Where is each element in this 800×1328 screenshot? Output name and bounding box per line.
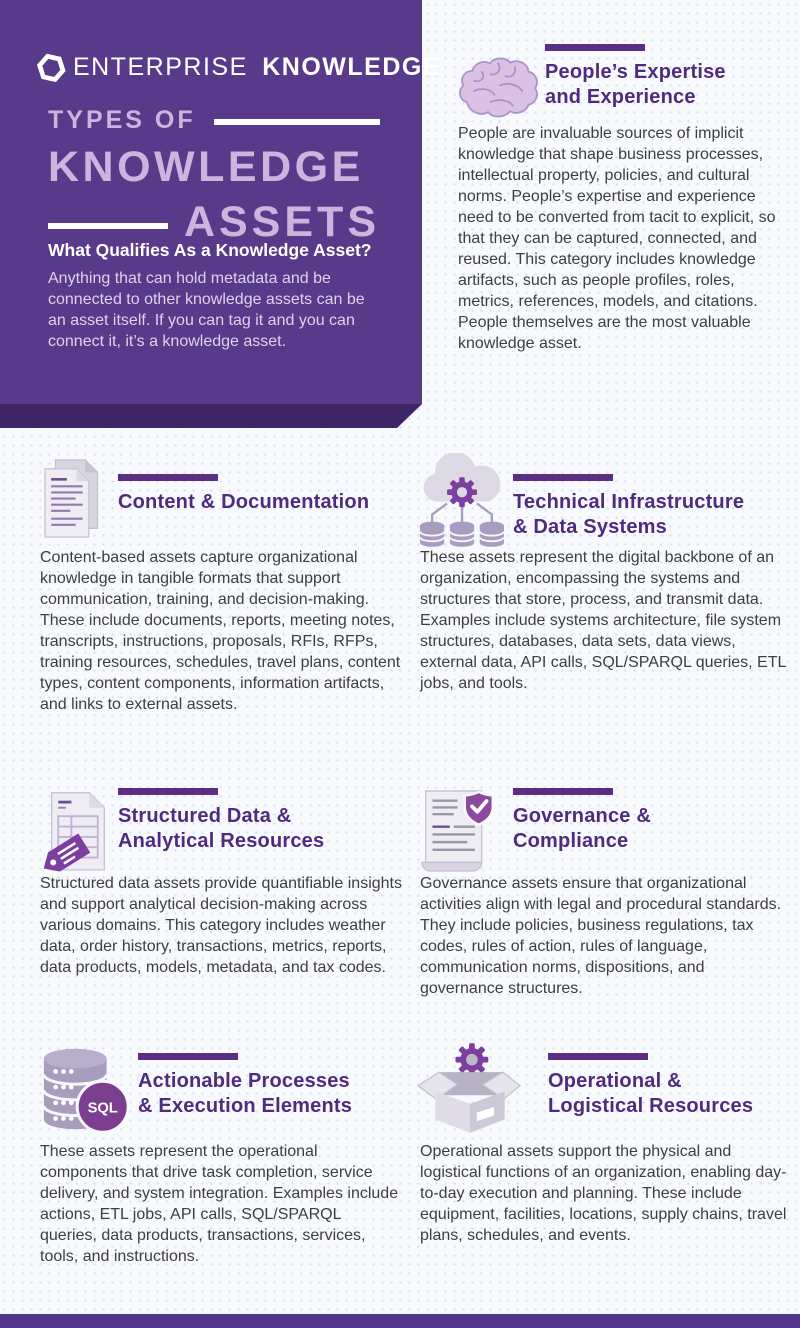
heading-accent-bar <box>545 44 645 51</box>
open-box-gear-icon <box>416 1042 522 1141</box>
brand-word-enterprise: ENTERPRISE <box>73 52 248 81</box>
main-title <box>48 106 380 247</box>
section-actionable-processes <box>38 1038 402 1318</box>
qualifies-heading: What Qualifies As a Knowledge Asset? <box>48 240 372 260</box>
cloud-database-gear-icon <box>414 453 510 556</box>
title-assets: ASSETS <box>183 198 380 246</box>
section-title-line2: Analytical Resources <box>118 830 325 852</box>
sql-badge-label: SQL <box>87 1100 118 1117</box>
title-knowledge: KNOWLEDGE <box>48 143 364 191</box>
heading-accent-bar <box>118 474 218 481</box>
section-body: Structured data assets provide quantifiable insights and support analytical decision-making across various domains. This category includes weather data, order history, transactions, metrics, reports, data products, models, metadata, and tax codes. <box>40 875 402 976</box>
section-title-line1: Actionable Processes <box>138 1070 350 1092</box>
heading-accent-bar <box>118 788 218 795</box>
section-body: Content-based assets capture organizational knowledge in tangible formats that support communication, training, and decision-making. These include documents, reports, meeting notes, transcripts, instructions, proposals, RFIs, RFPs, training resources, schedules, travel plans, content types, content components, information artifacts, and links to external assets. <box>40 549 401 713</box>
section-body: People are invaluable sources of implicit knowledge that shape business processes, intellectual property, policies, and cultural norms. People’s expertise and experience need to be converted from tacit to explicit, so that they can be captured, connected, and reused. This category includes knowledge artifacts, such as people profiles, roles, metrics, references, models, and citations. People themselves are the most valuable knowledge asset. <box>458 125 776 352</box>
section-title-line2: Logistical Resources <box>548 1095 754 1117</box>
section-body: These assets represent the digital backbone of an organization, encompassing the systems and structures that store, process, and transmit data. Examples include systems architecture, file system structures, databases, data sets, data views, external data, API calls, SQL/SPARQL queries, ETL jobs, and tools. <box>420 549 786 692</box>
spreadsheet-tag-icon <box>40 788 116 887</box>
brand-logo <box>36 52 441 82</box>
section-title-line1: Operational & <box>548 1070 682 1092</box>
documents-icon <box>38 454 108 549</box>
section-heading <box>548 1053 794 1119</box>
section-heading <box>545 44 790 110</box>
section-title-line1: Structured Data & <box>118 805 292 827</box>
section-body: Operational assets support the physical and logistical functions of an organization, enabling day-to-day execution and planning. These include equipment, facilities, locations, supply chains, travel plans, schedules, and events. <box>420 1143 787 1244</box>
section-heading <box>118 474 402 515</box>
section-body: Governance assets ensure that organizational activities align with legal and procedural standards. They include policies, business regulations, tax codes, rules of action, rules of language, communication norms, dispositions, and governance structures. <box>420 875 782 997</box>
footer-accent-bar <box>0 1314 800 1328</box>
title-types-of: TYPES OF <box>48 106 196 134</box>
database-sql-icon <box>38 1044 136 1149</box>
section-heading <box>118 788 402 854</box>
section-title-line2: and Experience <box>545 86 696 108</box>
heading-accent-bar <box>513 474 613 481</box>
section-technical-infrastructure <box>414 445 790 765</box>
title-rule-top <box>214 119 380 125</box>
section-title-line1: Technical Infrastructure <box>513 491 745 513</box>
section-title-line1: People’s Expertise <box>545 61 726 83</box>
brand-word-knowledge: KNOWLEDGE <box>262 52 441 81</box>
heading-accent-bar <box>138 1053 238 1060</box>
heading-accent-bar <box>548 1053 648 1060</box>
title-rule-bottom <box>48 223 168 229</box>
qualifies-body: Anything that can hold metadata and be connected to other knowledge assets can be an asset itself. If you can tag it and you can connect it, it’s a knowledge asset. <box>48 270 365 351</box>
section-peoples-expertise <box>452 42 790 422</box>
brand-name <box>73 53 441 82</box>
hexagon-logo-icon <box>36 52 66 82</box>
section-structured-data <box>38 780 402 1050</box>
scroll-shield-check-icon <box>418 785 500 884</box>
section-governance-compliance <box>414 777 790 1047</box>
section-title-line2: & Execution Elements <box>138 1095 353 1117</box>
section-heading <box>513 788 790 854</box>
section-title-line2: Compliance <box>513 830 629 852</box>
section-heading <box>138 1053 402 1119</box>
section-content-documentation <box>38 448 402 768</box>
section-title-line2: & Data Systems <box>513 516 667 538</box>
section-title-line1: Content & Documentation <box>118 491 370 513</box>
section-body: These assets represent the operational components that drive task completion, service delivery, and system integration. Examples include actions, ETL jobs, API calls, SQL/SPARQL queries, data products, transactions, services, tools, and instructions. <box>40 1143 399 1265</box>
section-title-line1: Governance & <box>513 805 652 827</box>
section-operational-logistical <box>414 1036 794 1328</box>
hero-fold-ribbon <box>0 404 422 428</box>
section-heading <box>513 474 790 540</box>
heading-accent-bar <box>513 788 613 795</box>
hero-panel <box>0 0 441 404</box>
brain-icon <box>454 54 546 133</box>
